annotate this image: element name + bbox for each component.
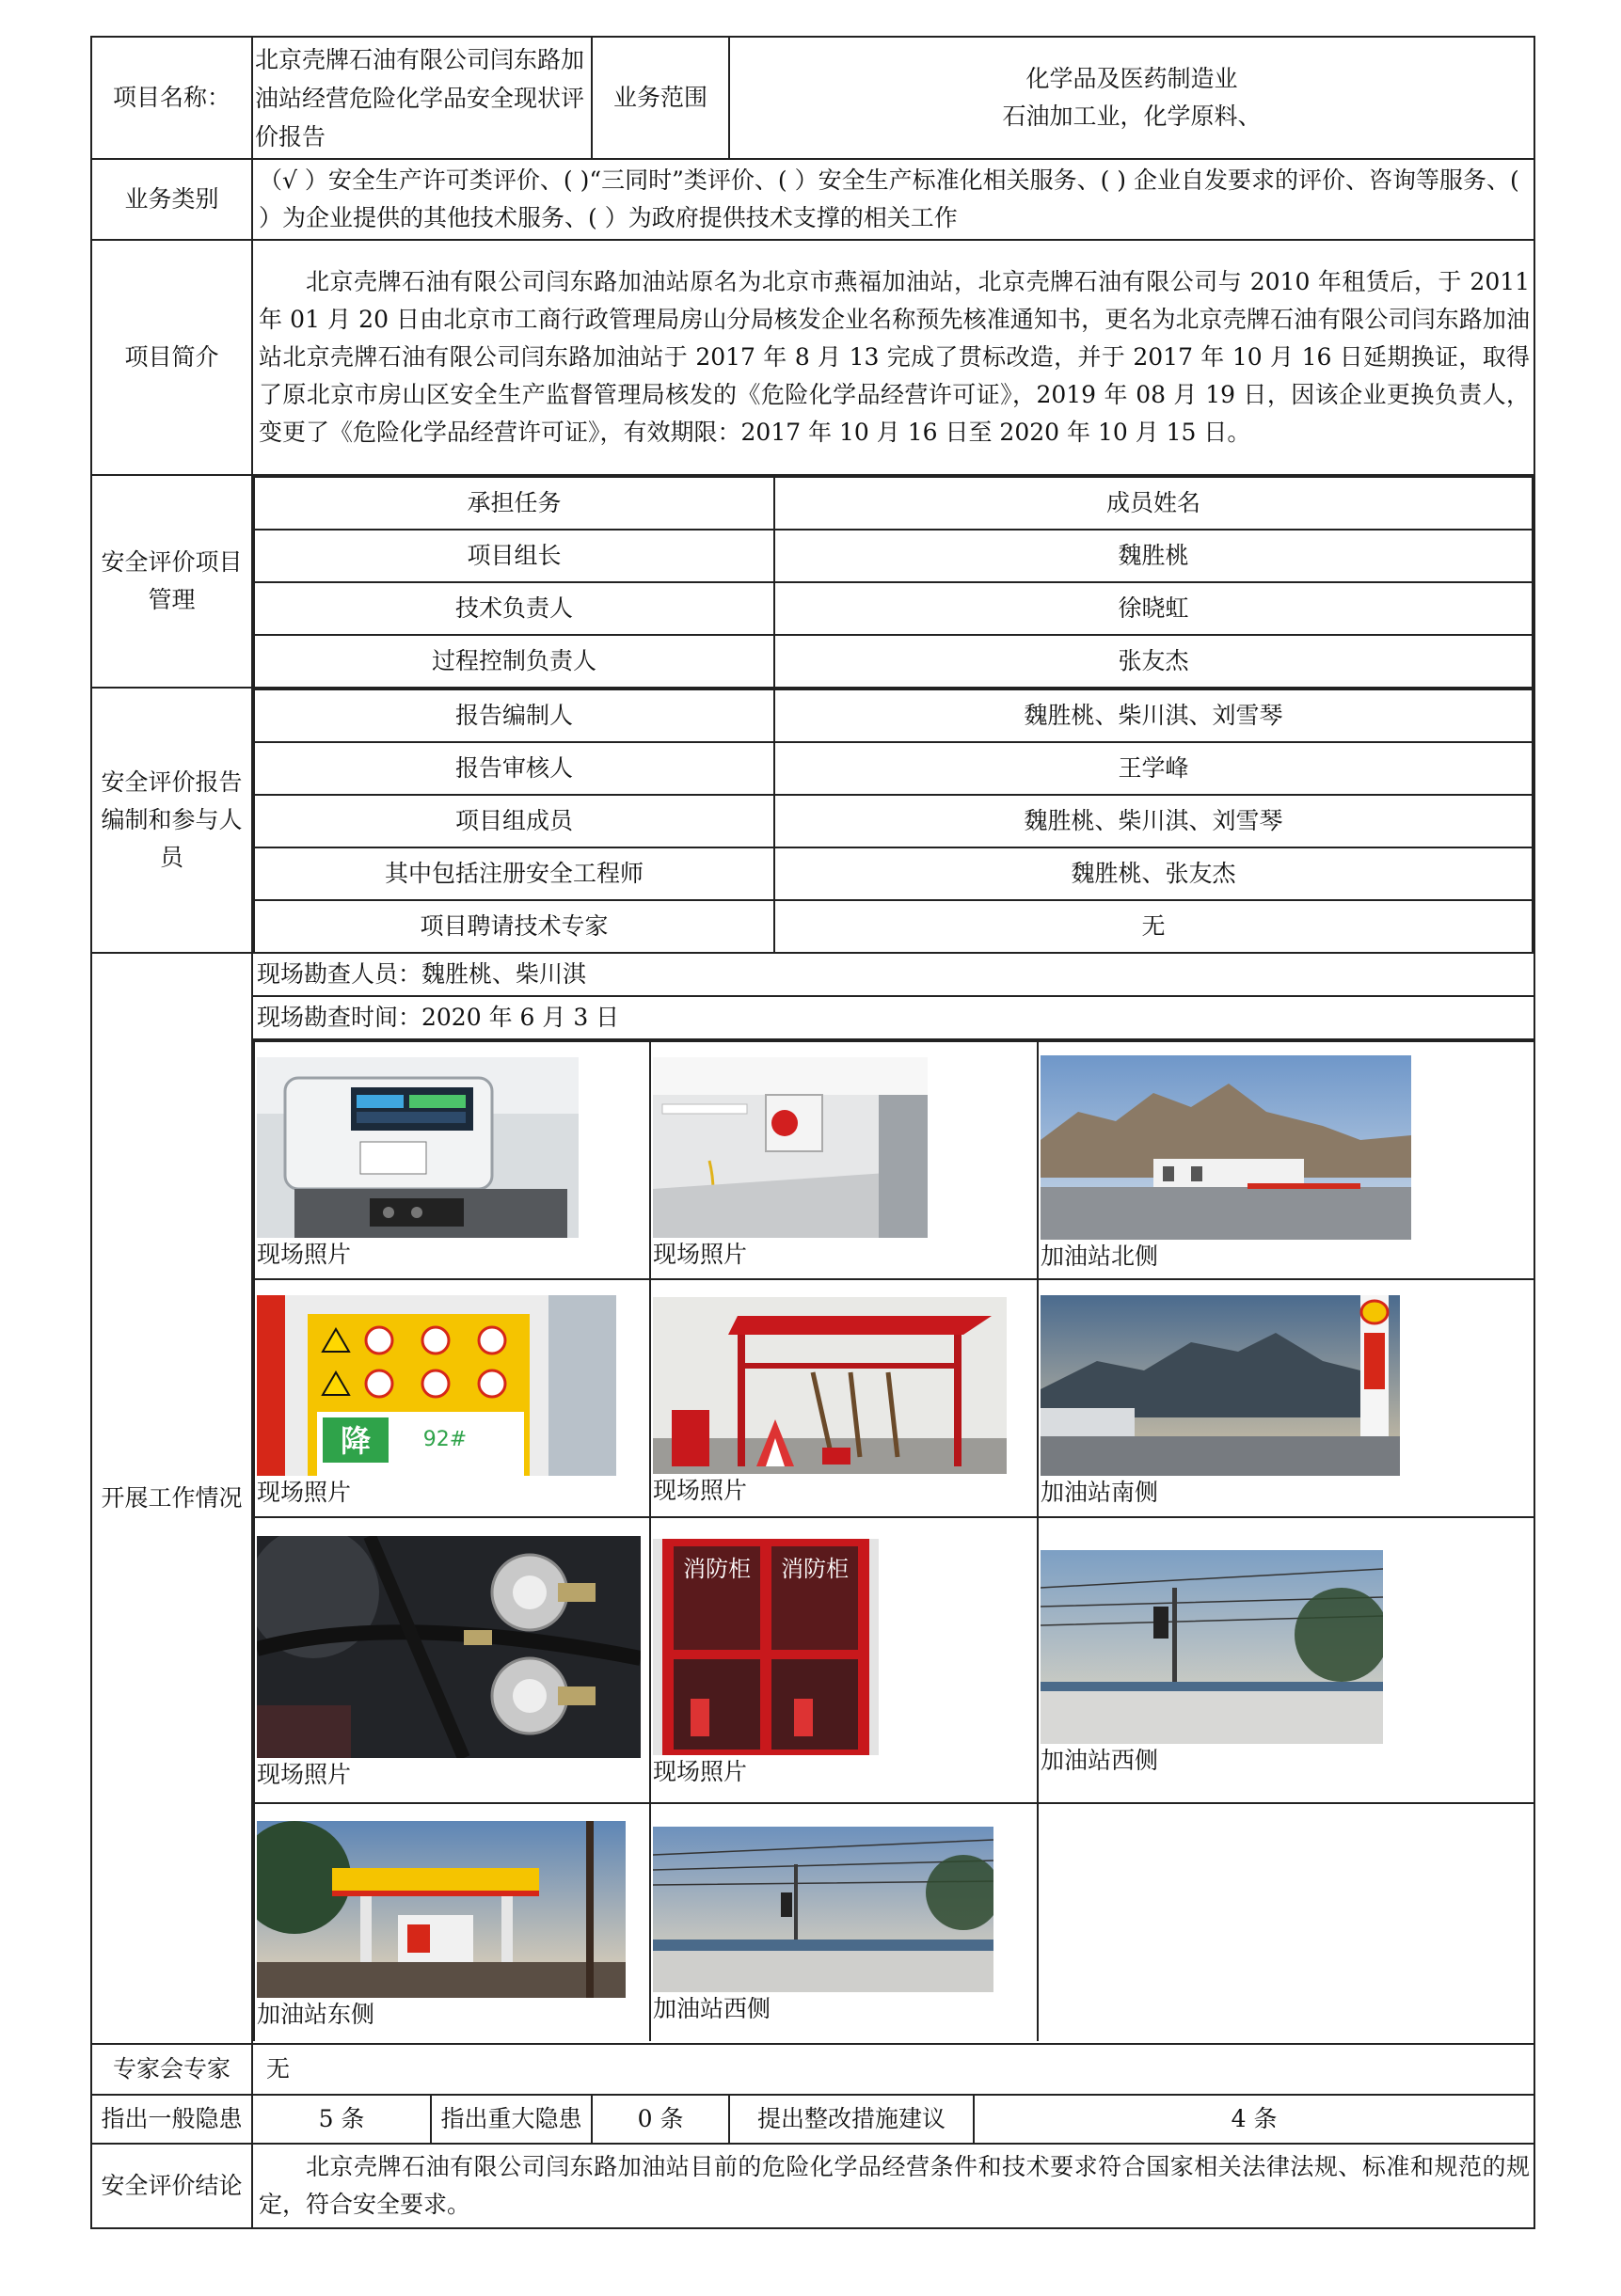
table-row — [254, 582, 1533, 635]
participant-member: 魏胜桃、柴川淇、刘雪琴 — [774, 795, 1533, 847]
management-row — [91, 475, 1534, 688]
work-row — [91, 953, 1534, 2044]
station-west-photo — [1041, 1550, 1383, 1744]
report-form — [90, 36, 1534, 2229]
participants-label: 安全评价报告编制和参与人员 — [91, 688, 252, 953]
experts-value: 无 — [252, 2044, 1534, 2095]
photo-cell — [1038, 1041, 1534, 1279]
photo-caption: 加油站南侧 — [1041, 1478, 1159, 1506]
management-table — [253, 476, 1534, 687]
photo-caption: 现场照片 — [257, 1240, 352, 1268]
business-row — [91, 159, 1534, 240]
station-north-photo — [1041, 1055, 1411, 1240]
business-text: （√ ）安全生产许可类评价、( )“三同时”类评价、( ）安全生产标准化相关服务、( ) 企业自发要求的评价、咨询等服务、( ）为企业提供的其他技术服务、( ）为政府提供技术支撑的相关工作 — [252, 159, 1534, 240]
participants-cell — [252, 688, 1534, 953]
table-row — [254, 795, 1533, 847]
general-hazard-value: 5 条 — [252, 2095, 431, 2144]
emergency-stop-button-photo — [653, 1057, 928, 1238]
safety-warning-signs-photo — [257, 1295, 616, 1476]
management-member: 魏胜桃 — [774, 530, 1533, 582]
fire-cabinet-photo — [653, 1539, 879, 1755]
participant-member: 王学峰 — [774, 742, 1533, 795]
experts-label: 专家会专家 — [91, 2044, 252, 2095]
photo-caption: 现场照片 — [257, 1478, 352, 1506]
management-task: 过程控制负责人 — [254, 635, 774, 687]
major-hazard-label: 指出重大隐患 — [431, 2095, 592, 2144]
experts-row — [91, 2044, 1534, 2095]
participant-member: 魏胜桃、张友杰 — [774, 847, 1533, 900]
svg-text:降: 降 — [340, 1422, 372, 1459]
suggest-label: 提出整改措施建议 — [729, 2095, 974, 2144]
photo-cell — [1038, 1279, 1534, 1517]
intro-row — [91, 240, 1534, 475]
photo-cell — [650, 1041, 1038, 1279]
management-cell — [252, 475, 1534, 688]
participant-task: 项目组成员 — [254, 795, 774, 847]
photo-caption: 加油站东侧 — [257, 2001, 375, 2028]
major-hazard-value: 0 条 — [592, 2095, 729, 2144]
project-name-value: 北京壳牌石油有限公司闫东路加油站经营危险化学品安全现状评价报告 — [252, 37, 592, 159]
participants-row — [91, 688, 1534, 953]
photo-caption: 加油站北侧 — [1041, 1242, 1159, 1270]
station-west-photo-2 — [653, 1827, 993, 1992]
business-label: 业务类别 — [91, 159, 252, 240]
hazards-row — [91, 2095, 1534, 2144]
photo-row — [254, 1803, 1534, 2041]
table-row — [254, 900, 1533, 952]
project-name-label: 项目名称： — [91, 37, 252, 159]
photo-cell — [650, 1517, 1038, 1803]
scope-label: 业务范围 — [592, 37, 729, 159]
work-cell — [252, 953, 1534, 2044]
intro-text: 北京壳牌石油有限公司闫东路加油站原名为北京市燕福加油站，北京壳牌石油有限公司与 2010 年租赁后，于 2011 年 01 月 20 日由北京市工商行政管理局房山分局核发企业名称预先核准通知书，更名为北京壳牌石油有限公司闫东路加油站北京壳牌石油有限公司闫东路加油站于 2017 年 8 月 13 完成了贯标改造，并于 2017 年 10 月 16 日延期换证，取得了原北京市房山区安全生产监督管理局核发的《危险化学品经营许可证》，2019 年 08 月 19 日，因该企业更换负责人，变更了《危险化学品经营许可证》，有效期限：2017 年 10 月 16 日至 2020 年 10 月 15 日。 — [252, 240, 1534, 475]
participant-member: 魏胜桃、柴川淇、刘雪琴 — [774, 689, 1533, 742]
photo-cell — [1038, 1517, 1534, 1803]
photo-cell — [254, 1803, 650, 2041]
report-table — [90, 36, 1535, 2229]
management-member: 张友杰 — [774, 635, 1533, 687]
participant-task: 项目聘请技术专家 — [254, 900, 774, 952]
cabinet-text-left: 消防柜 — [683, 1556, 751, 1582]
svg-text:92#: 92# — [422, 1427, 468, 1451]
photo-cell — [254, 1041, 650, 1279]
work-label: 开展工作情况 — [91, 953, 252, 2044]
management-head-row — [254, 477, 1533, 530]
conclusion-row — [91, 2144, 1534, 2228]
participant-task: 其中包括注册安全工程师 — [254, 847, 774, 900]
scope-line-1: 化学品及医药制造业 — [1025, 65, 1238, 92]
photo-caption: 现场照片 — [257, 1761, 352, 1788]
management-task: 技术负责人 — [254, 582, 774, 635]
participant-task: 报告编制人 — [254, 689, 774, 742]
gas-detector-alarm-photo — [257, 1057, 579, 1238]
photo-row — [254, 1041, 1534, 1279]
suggest-value: 4 条 — [974, 2095, 1534, 2144]
management-member: 徐晓虹 — [774, 582, 1533, 635]
explosion-proof-boxes-photo — [257, 1536, 641, 1758]
table-row — [254, 530, 1533, 582]
participants-table — [253, 689, 1534, 952]
photo-grid — [253, 1040, 1534, 2041]
photo-caption: 现场照片 — [653, 1476, 748, 1504]
photo-cell — [650, 1279, 1038, 1517]
management-head-task: 承担任务 — [254, 477, 774, 530]
photo-row — [254, 1517, 1534, 1803]
photo-caption: 加油站西侧 — [653, 1995, 771, 2022]
photo-caption: 加油站西侧 — [1041, 1747, 1159, 1774]
general-hazard-label: 指出一般隐患 — [91, 2095, 252, 2144]
photo-caption: 现场照片 — [653, 1758, 748, 1785]
cabinet-text-right: 消防柜 — [781, 1556, 849, 1582]
survey-time: 现场勘查时间：2020 年 6 月 3 日 — [253, 997, 1534, 1040]
conclusion-text: 北京壳牌石油有限公司闫东路加油站目前的危险化学品经营条件和技术要求符合国家相关法律法规、标准和规范的规定，符合安全要求。 — [252, 2144, 1534, 2228]
photo-row — [254, 1279, 1534, 1517]
table-row — [254, 742, 1533, 795]
scope-value — [729, 37, 1534, 159]
station-east-photo — [257, 1821, 626, 1998]
fire-tools-rack-photo — [653, 1297, 1007, 1474]
photo-cell — [254, 1279, 650, 1517]
management-task: 项目组长 — [254, 530, 774, 582]
surveyors: 现场勘查人员：魏胜桃、柴川淇 — [253, 954, 1534, 997]
table-row — [254, 635, 1533, 687]
photo-caption: 现场照片 — [653, 1240, 748, 1268]
photo-cell-empty — [1038, 1803, 1534, 2041]
table-row — [254, 689, 1533, 742]
table-row — [254, 847, 1533, 900]
conclusion-label: 安全评价结论 — [91, 2144, 252, 2228]
photo-cell — [650, 1803, 1038, 2041]
scope-line-2: 石油加工业，化学原料、 — [1002, 103, 1262, 130]
intro-label: 项目简介 — [91, 240, 252, 475]
photo-cell — [254, 1517, 650, 1803]
participant-task: 报告审核人 — [254, 742, 774, 795]
station-south-photo — [1041, 1295, 1400, 1476]
management-head-member: 成员姓名 — [774, 477, 1533, 530]
project-row — [91, 37, 1534, 159]
management-label: 安全评价项目管理 — [91, 475, 252, 688]
participant-member: 无 — [774, 900, 1533, 952]
